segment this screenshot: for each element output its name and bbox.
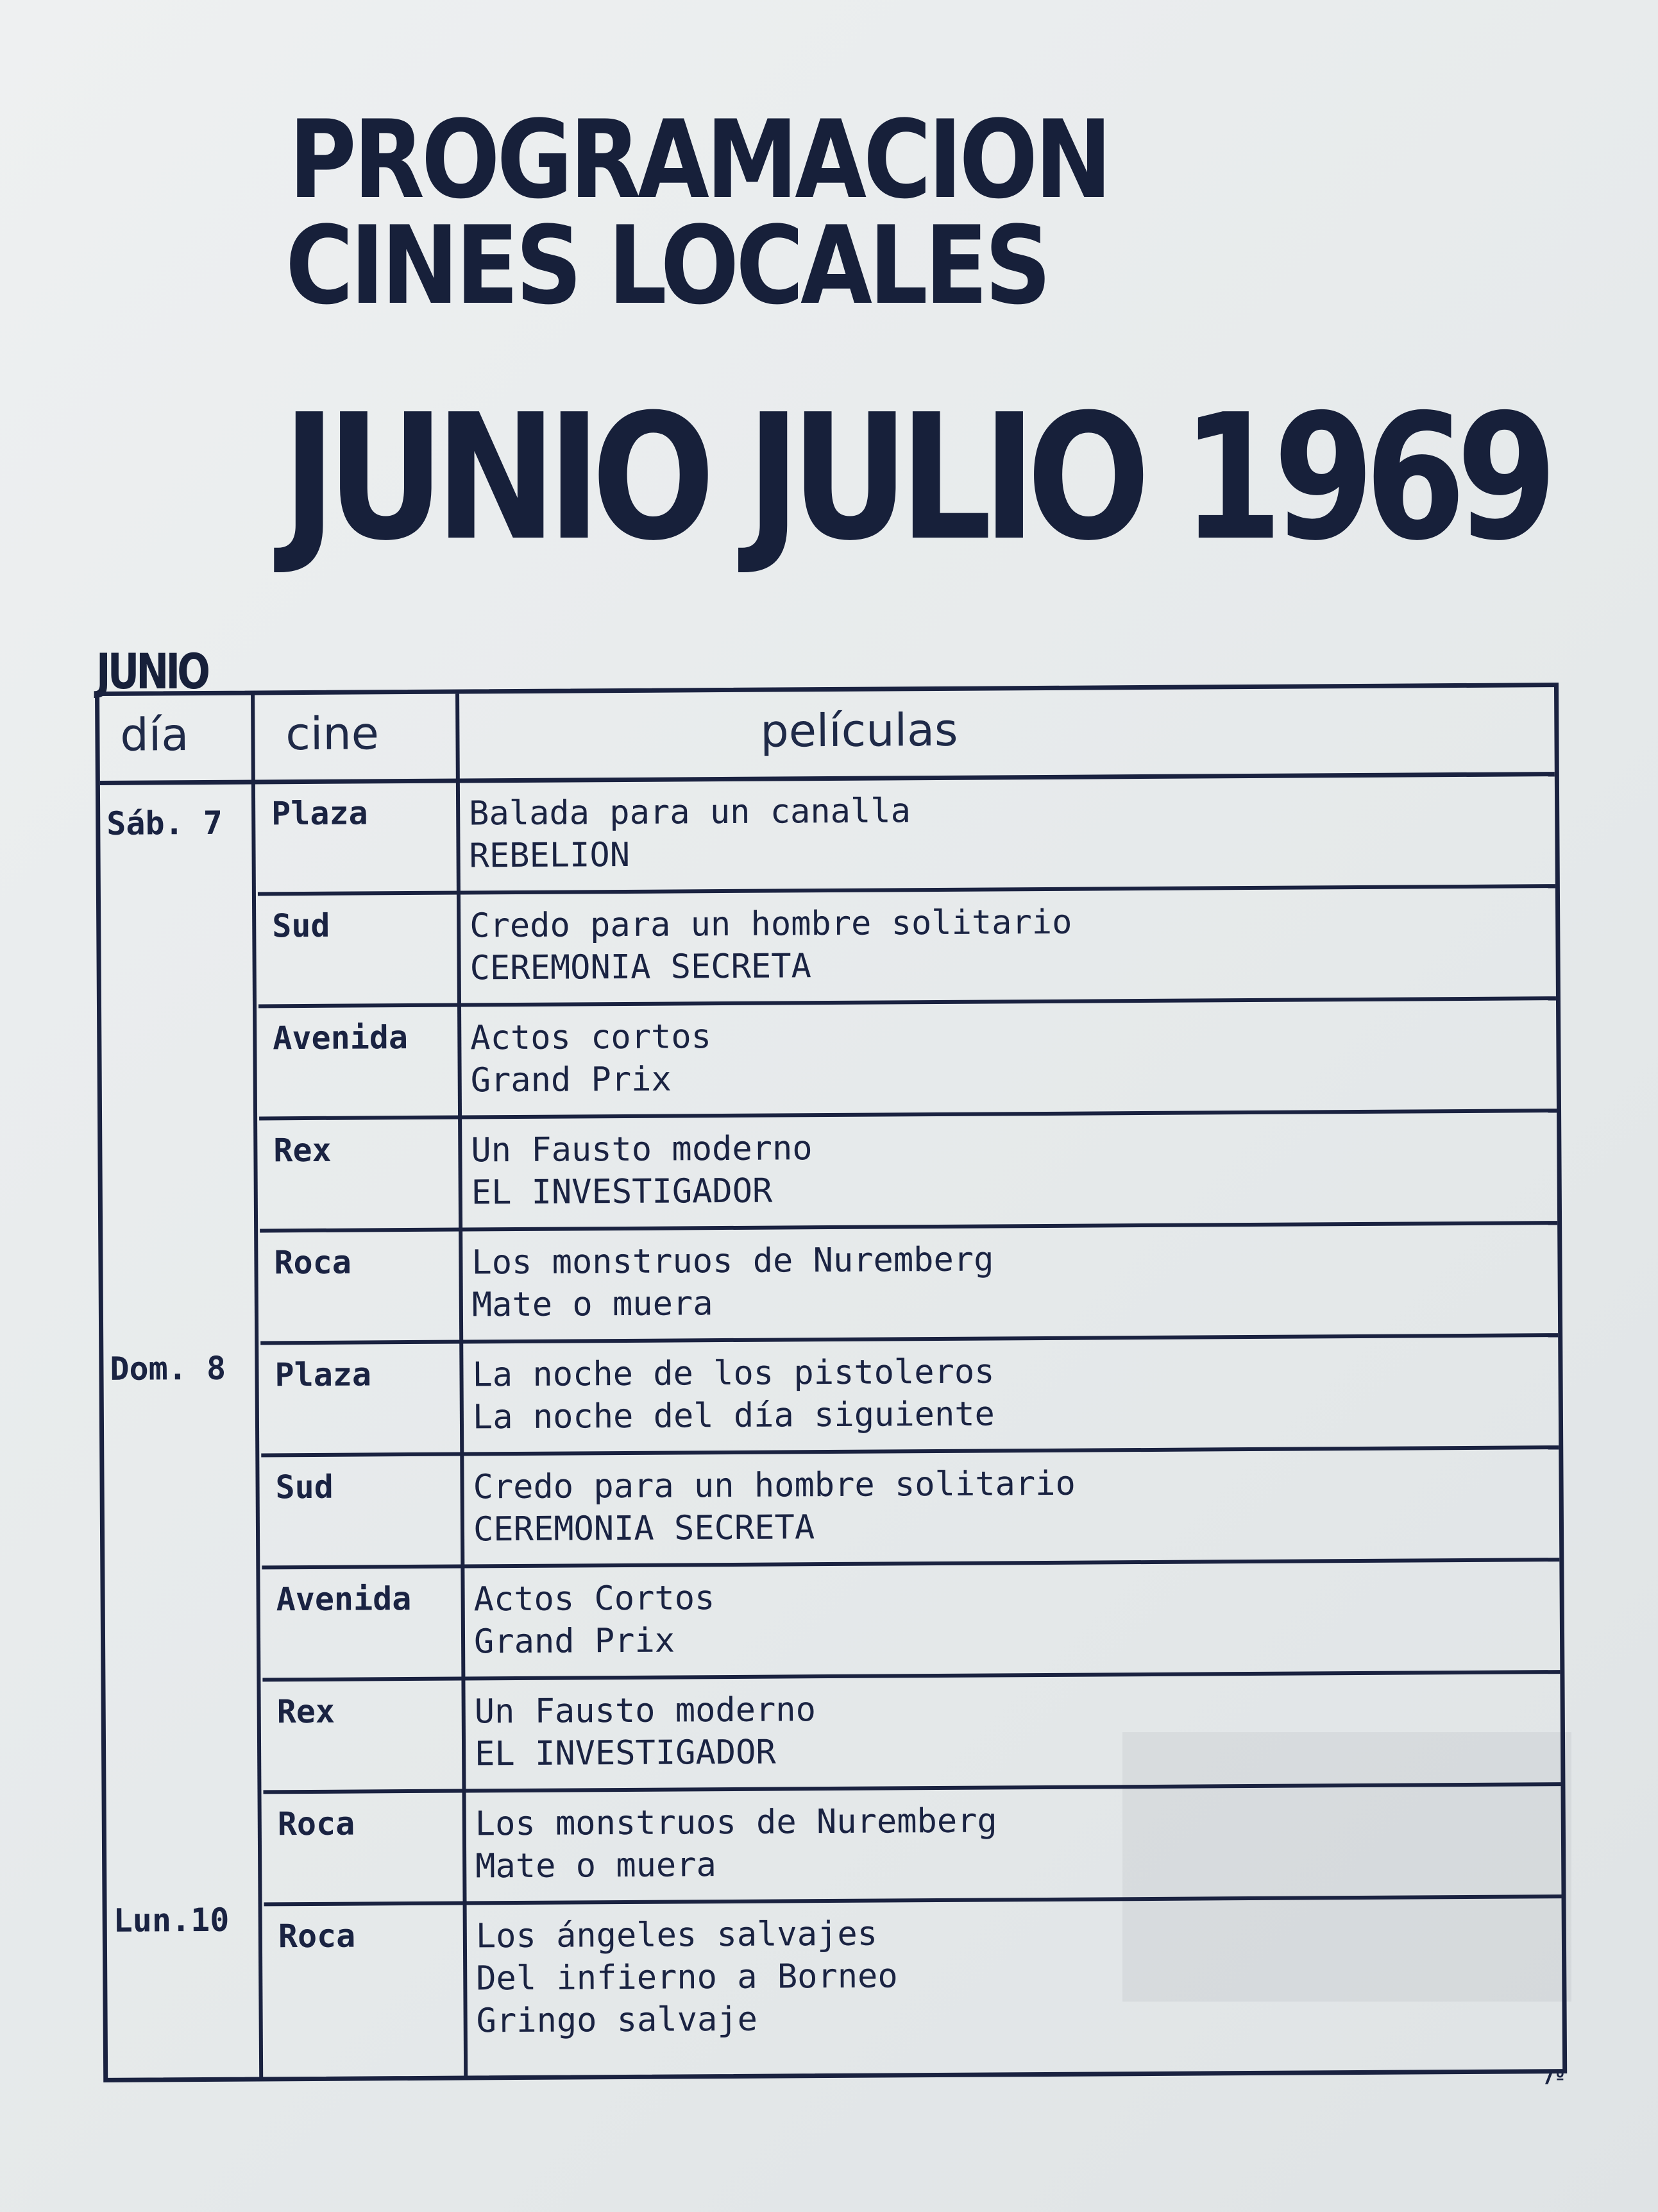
film-title: Los monstruos de Nuremberg [471,1240,994,1282]
film-title: Mate o muera [475,1846,717,1886]
film-title: Gringo salvaje [476,2000,758,2041]
table-row [262,1670,1561,1794]
film-list [473,1577,715,1663]
film-list [476,1912,899,2042]
film-title: REBELION [469,835,630,876]
header-cinema: cine [285,707,380,761]
table-header [99,687,1555,785]
day-label: Lun.10 [113,1901,230,1939]
table-row [261,1445,1559,1569]
cinema-name: Rex [273,1131,332,1170]
table-row [258,996,1557,1120]
title-line-3: JUNIO JULIO 1969 [282,377,1548,579]
film-title: Los ángeles salvajes [475,1914,878,1956]
cinema-name: Roca [274,1243,352,1282]
cinema-name: Avenida [273,1019,409,1057]
cinema-name: Roca [277,1805,355,1843]
table-row [260,1221,1558,1345]
cinema-name: Sud [275,1468,334,1506]
film-title: Balada para un canalla [468,792,911,833]
film-title: EL INVESTIGADOR [471,1171,773,1212]
table-row [257,772,1555,896]
film-list [469,901,1072,990]
title-line-2: CINES LOCALES [285,203,1049,328]
page-number: 7º [1543,2067,1566,2089]
cinema-name: Roca [278,1917,356,1955]
film-title: Grand Prix [473,1621,675,1662]
month-label: JUNIO [96,643,208,700]
film-title: Del infierno a Borneo [476,1957,898,1998]
film-title: Un Fausto moderno [471,1129,813,1170]
film-title: Actos cortos [470,1017,712,1058]
cinema-name: Sud [272,906,330,945]
table-row [258,884,1556,1008]
day-label: Sáb. 7 [106,804,223,842]
table-row [262,1558,1560,1681]
film-list [473,1463,1076,1551]
film-list [475,1799,998,1887]
title-line-1: PROGRAMACION [289,97,1109,223]
cinema-name: Plaza [275,1356,372,1394]
film-list [472,1350,995,1438]
film-list [471,1127,813,1214]
film-list [471,1238,994,1326]
film-title: Mate o muera [471,1284,713,1325]
cinema-name: Avenida [276,1580,412,1619]
table-row [263,1782,1561,1906]
film-title: Actos Cortos [473,1579,715,1619]
film-title: Credo para un hombre solitario [473,1464,1076,1507]
cinema-name: Rex [276,1692,335,1731]
schedule-table [95,683,1567,2082]
film-title: Los monstruos de Nuremberg [475,1801,997,1844]
header-day: día [120,708,189,761]
film-list [470,1016,711,1102]
cinema-name: Plaza [271,794,368,833]
film-title: La noche del día siguiente [472,1395,995,1437]
header-films: películas [760,703,958,758]
film-title: EL INVESTIGADOR [474,1733,776,1774]
film-title: La noche de los pistoleros [472,1352,995,1395]
table-row [264,1894,1563,2066]
film-title: CEREMONIA SECRETA [469,947,812,988]
film-title: Grand Prix [470,1060,672,1100]
table-row [259,1109,1557,1232]
film-title: Credo para un hombre solitario [469,903,1072,946]
film-title: Un Fausto moderno [474,1690,816,1731]
film-list [469,790,911,877]
film-list [475,1689,816,1775]
film-title: CEREMONIA SECRETA [473,1508,815,1549]
table-row [260,1333,1559,1457]
day-label: Dom. 8 [110,1349,226,1388]
